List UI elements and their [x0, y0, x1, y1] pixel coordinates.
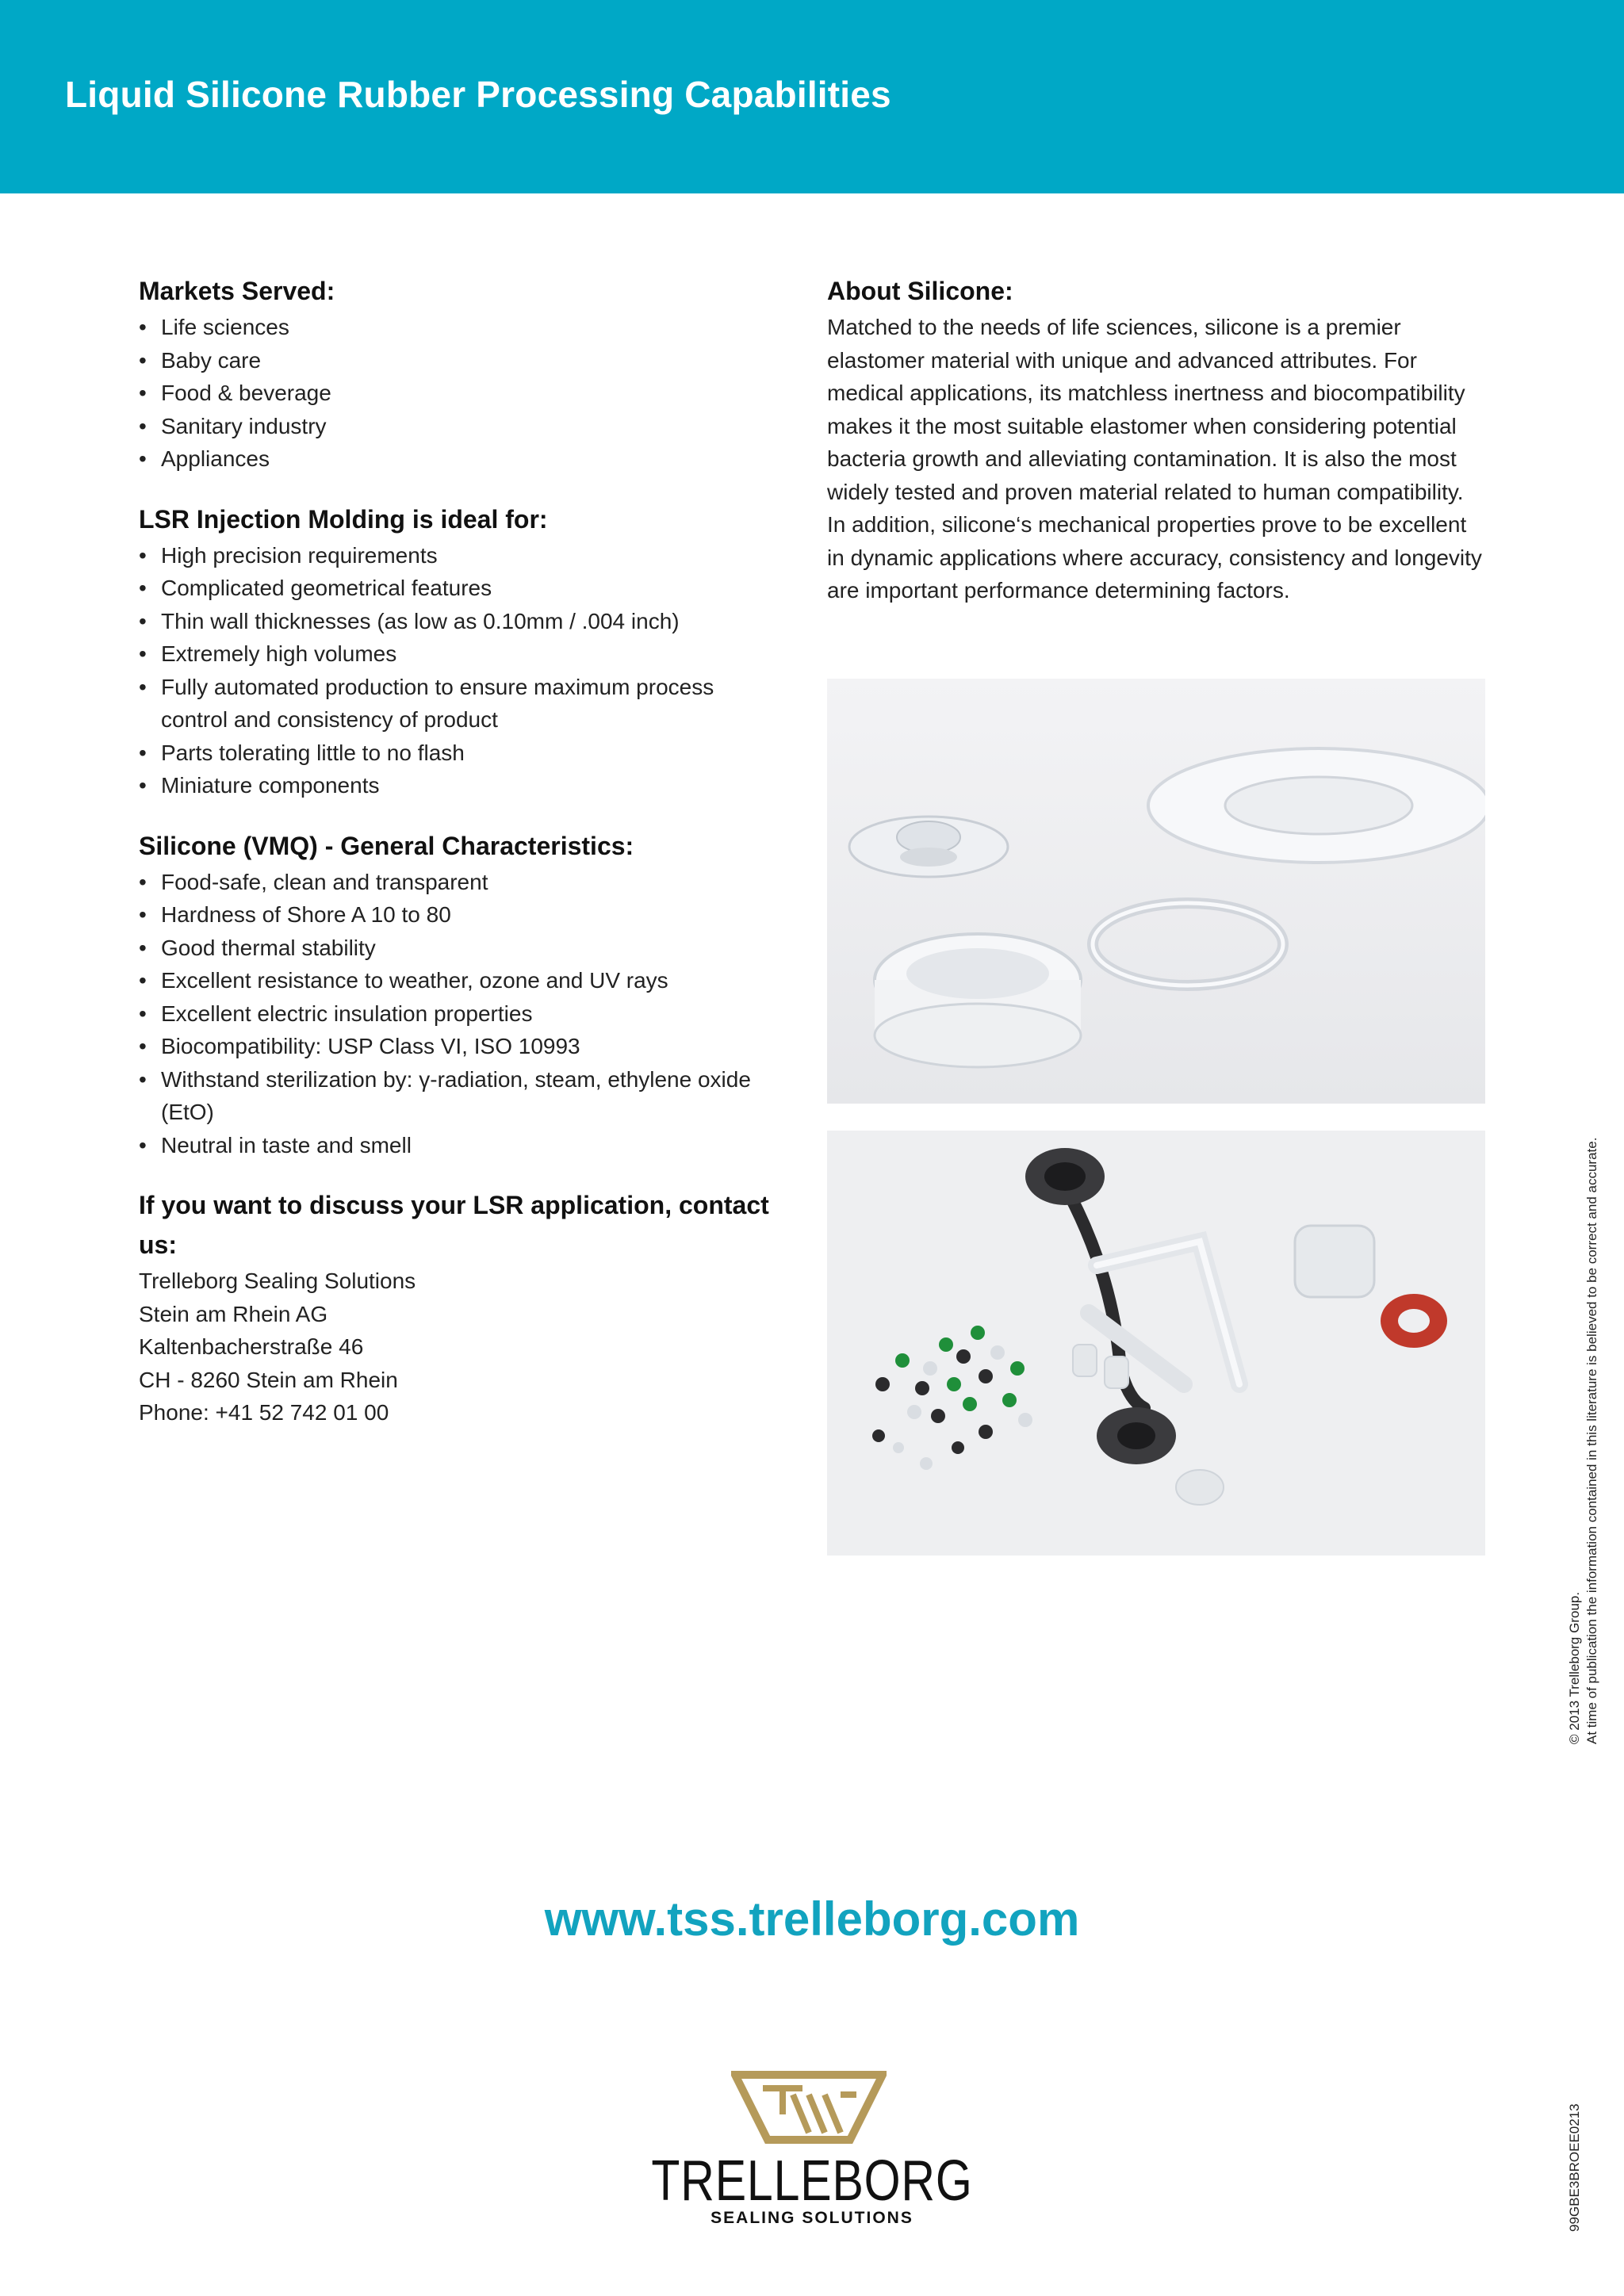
- right-column: [827, 271, 1485, 607]
- list-item: • Excellent electric insulation properties: [139, 997, 805, 1031]
- product-photo-components: [827, 1131, 1485, 1556]
- trelleborg-logo-icon: [731, 2071, 887, 2144]
- list-item: • High precision requirements: [139, 539, 805, 572]
- lsr-heading: LSR Injection Molding is ideal for:: [139, 504, 548, 534]
- list-item: • Excellent resistance to weather, ozone and UV rays: [139, 964, 805, 997]
- list-item: • Extremely high volumes: [139, 637, 805, 671]
- header-banner: [0, 0, 1624, 193]
- list-item: • Withstand sterilization by: γ-radiation, steam, ethylene oxide (EtO): [139, 1063, 805, 1129]
- copyright-line: © 2013 Trelleborg Group.: [1567, 1591, 1582, 1744]
- list-item: • Baby care: [139, 344, 805, 377]
- list-item: • Food-safe, clean and transparent: [139, 866, 805, 899]
- list-item: • Hardness of Shore A 10 to 80: [139, 898, 805, 932]
- contact-heading: If you want to discuss your LSR application, contact us:: [139, 1191, 769, 1259]
- page-title: Liquid Silicone Rubber Processing Capabilities: [65, 74, 891, 115]
- contact-phone: Phone: +41 52 742 01 00: [139, 1400, 389, 1425]
- contact-city: CH - 8260 Stein am Rhein: [139, 1367, 398, 1392]
- list-item: • Neutral in taste and smell: [139, 1129, 805, 1162]
- list-item: • Complicated geometrical features: [139, 572, 805, 605]
- list-item: • Sanitary industry: [139, 410, 805, 443]
- markets-heading: Markets Served:: [139, 277, 335, 305]
- website-link[interactable]: www.tss.trelleborg.com: [544, 1892, 1080, 1946]
- list-item: • Fully automated production to ensure maximum process control and consistency of product: [139, 671, 764, 737]
- list-item: • Food & beverage: [139, 377, 805, 410]
- list-item: • Thin wall thicknesses (as low as 0.10mm / .004 inch): [139, 605, 805, 638]
- disclaimer-line: At time of publication the information contained in this literature is believed to be correct and accurate.: [1584, 1137, 1599, 1744]
- product-photo-transparent-rings: [827, 679, 1485, 1104]
- list-item: • Appliances: [139, 442, 805, 476]
- about-heading: About Silicone:: [827, 277, 1013, 305]
- contact-entity: Stein am Rhein AG: [139, 1301, 328, 1326]
- list-item: • Biocompatibility: USP Class VI, ISO 10993: [139, 1030, 805, 1063]
- list-item: • Life sciences: [139, 311, 805, 344]
- lsr-list: [139, 539, 805, 802]
- left-column: [139, 271, 805, 1429]
- list-item: • Parts tolerating little to no flash: [139, 737, 805, 770]
- transparent-rings-illustration: [827, 679, 1485, 1104]
- contact-block: [139, 1265, 805, 1429]
- list-item: • Good thermal stability: [139, 932, 805, 965]
- about-text: Matched to the needs of life sciences, silicone is a premier elastomer material with unique and advanced attributes. For medical applications, its matchless inertness and biocompatibility makes it the most suitable elastomer when considering potential bacteria growth and alleviating contamination. It is also the most widely tested and proven material related to human compatibility. In addition, silicone‘s mechanical properties prove to be excellent in dynamic applications where accuracy, consistency and longevity are important performance determining factors.: [827, 315, 1482, 603]
- markets-list: [139, 311, 805, 476]
- vmq-heading: Silicone (VMQ) - General Characteristics:: [139, 831, 634, 860]
- document-code: 99GBE3BROEE0213: [1567, 2103, 1582, 2232]
- logo-wordmark: TRELLEBORG: [651, 2149, 973, 2213]
- contact-company: Trelleborg Sealing Solutions: [139, 1269, 416, 1293]
- list-item: • Miniature components: [139, 769, 805, 802]
- vmq-list: [139, 866, 805, 1162]
- contact-street: Kaltenbacherstraße 46: [139, 1334, 364, 1359]
- copyright-note: [1566, 1138, 1601, 1744]
- components-illustration: [827, 1131, 1485, 1556]
- logo-tagline: SEALING SOLUTIONS: [710, 2209, 914, 2227]
